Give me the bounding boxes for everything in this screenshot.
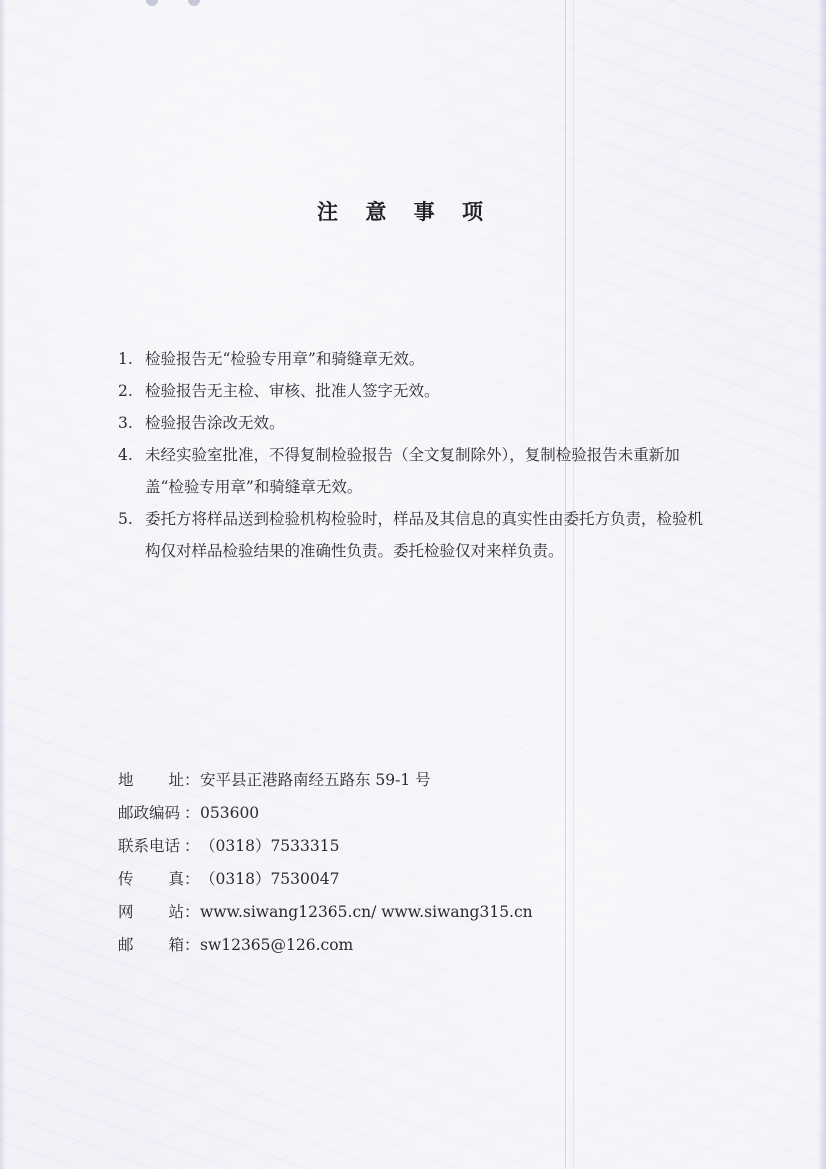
colon: ： <box>184 837 200 855</box>
postcode-value: 053600 <box>200 804 260 822</box>
email-label-char: 箱 <box>168 936 184 954</box>
note-number: 2. <box>118 382 133 400</box>
fold-line <box>565 0 566 1169</box>
note-item <box>118 503 718 567</box>
note-text: 未经实验室批准，不得复制检验报告（全文复制除外），复制检验报告未重新加盖“检验专用章”和骑缝章无效。 <box>145 446 680 496</box>
address-label <box>118 764 184 797</box>
note-text: 检验报告涂改无效。 <box>145 414 285 432</box>
fax-label-char: 传 <box>118 870 134 888</box>
colon: ： <box>184 804 200 822</box>
website-value: www.siwang12365.cn/ www.siwang315.cn <box>200 903 533 921</box>
note-item <box>118 375 718 407</box>
fax-label <box>118 863 184 896</box>
website-label <box>118 896 184 929</box>
colon: ： <box>184 903 200 921</box>
note-number: 4. <box>118 446 133 464</box>
email-label <box>118 929 184 962</box>
note-item <box>118 439 718 503</box>
colon: ： <box>184 936 200 954</box>
email-row <box>118 929 533 962</box>
note-text: 检验报告无“检验专用章”和骑缝章无效。 <box>145 350 425 368</box>
phone-row <box>118 830 533 863</box>
note-number: 3. <box>118 414 133 432</box>
punch-hole <box>146 0 158 6</box>
note-item <box>118 343 718 375</box>
email-value: sw12365@126.com <box>200 936 354 954</box>
fold-line-secondary <box>573 0 574 1169</box>
note-text: 委托方将样品送到检验机构检验时，样品及其信息的真实性由委托方负责，检验机构仅对样品检验结果的准确性负责。委托检验仅对来样负责。 <box>145 510 704 560</box>
contact-info <box>118 764 533 962</box>
page-title: 注 意 事 项 <box>317 199 493 224</box>
website-label-char: 网 <box>118 903 134 921</box>
website-label-char: 站 <box>168 903 184 921</box>
address-row <box>118 764 533 797</box>
punch-hole <box>188 0 200 6</box>
phone-value: （0318）7533315 <box>200 837 340 855</box>
notes-list <box>118 343 718 567</box>
address-label-char: 址 <box>168 771 184 789</box>
email-label-char: 邮 <box>118 936 134 954</box>
postcode-label: 邮政编码 <box>118 804 181 822</box>
phone-label: 联系电话 <box>118 837 181 855</box>
colon: ： <box>184 771 200 789</box>
page-left-edge <box>0 0 6 1169</box>
fax-value: （0318）7530047 <box>200 870 340 888</box>
fax-label-char: 真 <box>168 870 184 888</box>
fax-row <box>118 863 533 896</box>
note-number: 5. <box>118 510 133 528</box>
note-item <box>118 407 718 439</box>
website-row <box>118 896 533 929</box>
address-value: 安平县正港路南经五路东 59-1 号 <box>200 771 431 789</box>
colon: ： <box>184 870 200 888</box>
note-text: 检验报告无主检、审核、批准人签字无效。 <box>145 382 440 400</box>
page-right-edge <box>818 0 826 1169</box>
note-number: 1. <box>118 350 133 368</box>
postcode-row <box>118 797 533 830</box>
address-label-char: 地 <box>118 771 134 789</box>
